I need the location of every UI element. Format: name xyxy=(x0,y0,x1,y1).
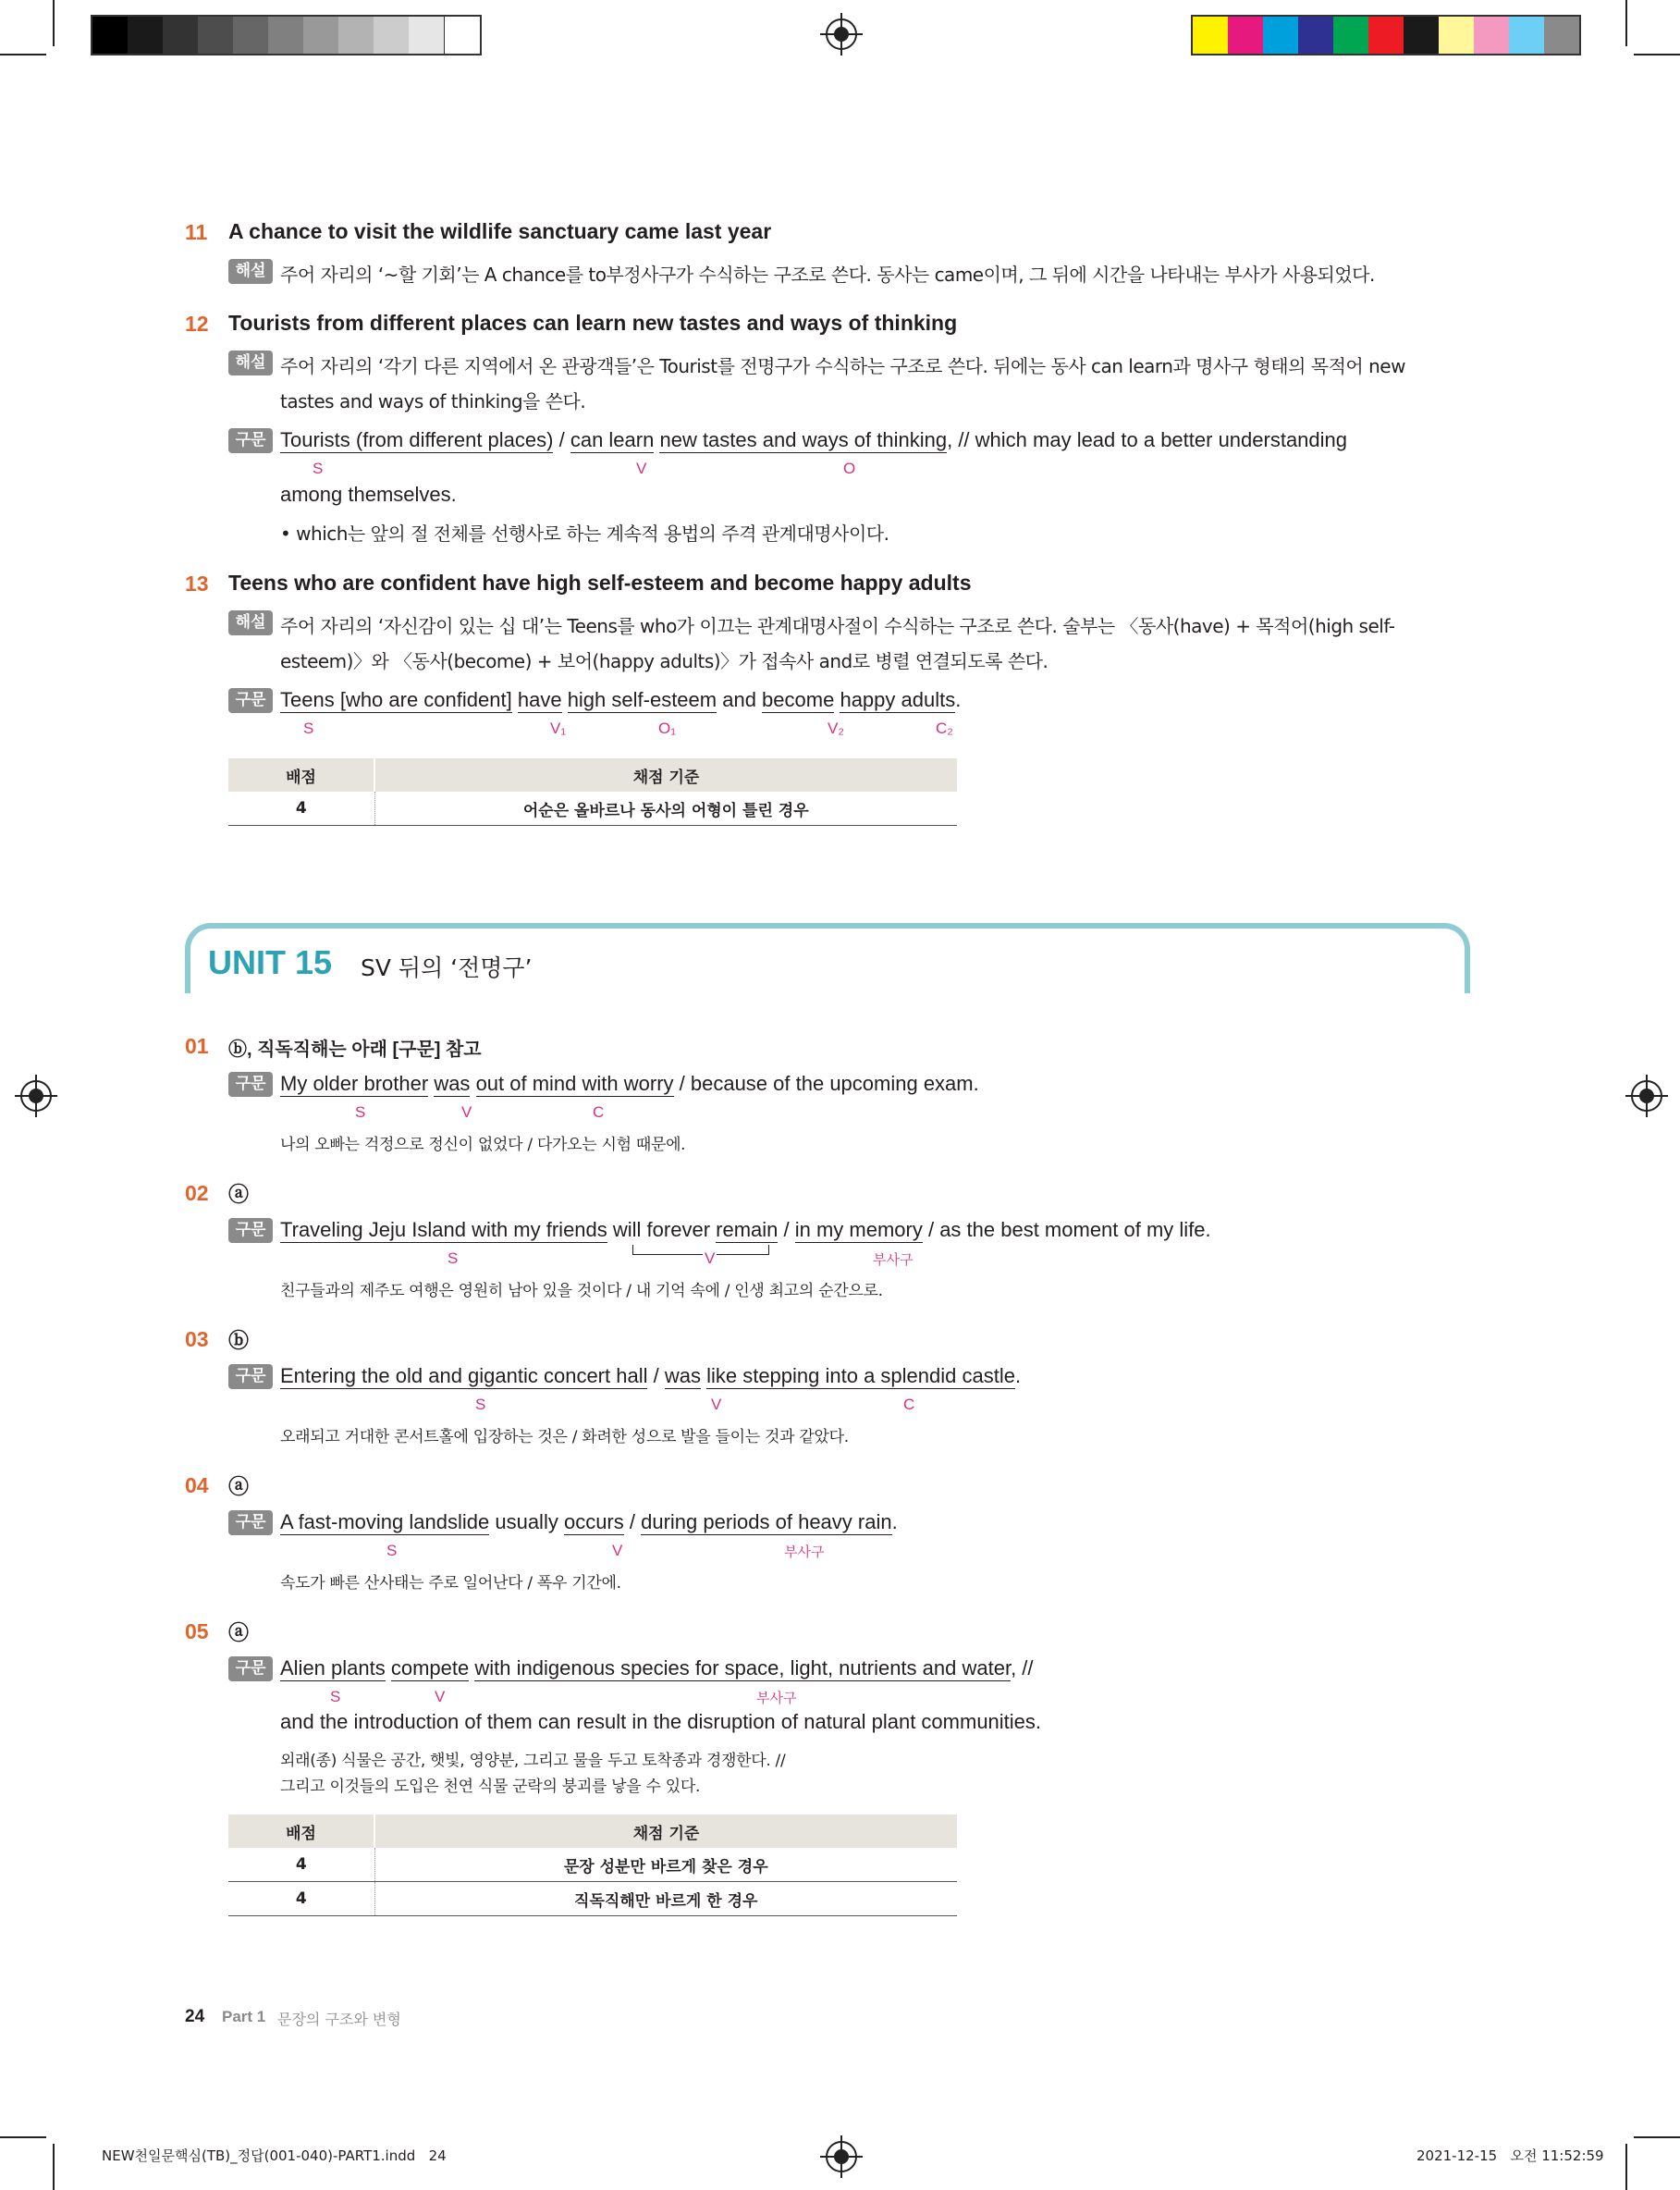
translation: 오래되고 거대한 콘서트홀에 입장하는 것은 / 화려한 성으로 발을 들이는 것과 같았다. xyxy=(280,1428,849,1446)
object-phrase: new tastes and ways of thinking xyxy=(659,428,948,451)
answer-choice: ⓐ xyxy=(228,1183,250,1206)
separator: / xyxy=(623,1510,642,1533)
color-swatch xyxy=(1368,17,1404,54)
file-info: NEW천일문핵심(TB)_정답(001-040)-PART1.indd 24 xyxy=(102,2147,447,2164)
label-s: S xyxy=(313,460,324,477)
crop-mark xyxy=(53,0,55,46)
translation: 그리고 이것들의 도입은 천연 식물 군락의 붕괴를 낳을 수 있다. xyxy=(280,1778,701,1796)
score-cell: 4 xyxy=(228,792,374,826)
answer-sentence: Teens who are confident have high self-esteem and become happy adults xyxy=(228,571,972,595)
grammar-note: • which는 앞의 절 전체를 선행사로 하는 계속적 용법의 주격 관계대명사이다. xyxy=(280,523,889,545)
structure-badge: 구문 xyxy=(228,1656,273,1681)
gray-swatch xyxy=(374,17,409,54)
object-1: high self-esteem xyxy=(567,688,717,711)
answer-sentence: Tourists from different places can learn new tastes and ways of thinking xyxy=(228,311,958,335)
sentence-rest: / because of the upcoming exam. xyxy=(673,1072,979,1095)
label-v: V xyxy=(636,460,647,477)
period: . xyxy=(891,1510,898,1533)
label-s: S xyxy=(330,1688,341,1705)
translation: 외래(종) 식물은 공간, 햇빛, 영양분, 그리고 물을 두고 토착종과 경쟁한다. // xyxy=(280,1752,786,1770)
color-swatch xyxy=(1263,17,1298,54)
complement-phrase: like stepping into a splendid castle xyxy=(706,1364,1015,1387)
color-swatch xyxy=(1193,17,1228,54)
structure-badge: 구문 xyxy=(228,688,273,713)
adverbial-phrase: during periods of heavy rain xyxy=(641,1510,892,1533)
label-o: O xyxy=(843,460,856,477)
gray-swatch xyxy=(409,17,444,54)
label-adverbial: 부사구 xyxy=(756,1690,797,1706)
question-number: 13 xyxy=(185,572,209,596)
structure-badge: 구문 xyxy=(228,428,273,453)
label-c: C xyxy=(903,1396,915,1413)
gray-swatch xyxy=(268,17,303,54)
subject-phrase: Entering the old and gigantic concert hall xyxy=(280,1364,648,1387)
adverbial-phrase: in my memory xyxy=(794,1218,923,1241)
part-label: Part 1 xyxy=(222,2008,266,2025)
complement-2: happy adults xyxy=(840,688,956,711)
gray-swatch xyxy=(233,17,268,54)
part-title: 문장의 구조와 변형 xyxy=(277,2011,401,2028)
structure-sentence xyxy=(280,1656,1034,1680)
question-number: 05 xyxy=(185,1619,209,1643)
crop-mark xyxy=(53,2144,55,2190)
registration-mark-right xyxy=(1631,1080,1662,1112)
sentence-rest: , // xyxy=(1011,1656,1034,1679)
sentence-rest: , // which may lead to a better understanding xyxy=(947,428,1348,451)
label-c: C xyxy=(593,1103,605,1121)
verb-phrase: compete xyxy=(390,1656,470,1679)
label-v1: V₁ xyxy=(550,720,567,737)
crop-mark xyxy=(0,2136,46,2138)
answer-choice: ⓑ xyxy=(228,1329,250,1352)
label-v: V xyxy=(711,1396,722,1413)
registration-mark-left xyxy=(20,1080,52,1112)
verb-1: have xyxy=(517,688,562,711)
criteria-header: 채점 기준 xyxy=(374,758,957,792)
verb-part: will forever xyxy=(607,1218,717,1241)
structure-sentence xyxy=(280,1072,979,1096)
structure-sentence xyxy=(280,1218,1211,1242)
structure-sentence xyxy=(280,1510,898,1534)
scoring-table xyxy=(228,758,957,826)
gray-swatch xyxy=(92,17,128,54)
table-row xyxy=(228,1882,957,1916)
verb-phrase: occurs xyxy=(563,1510,624,1533)
gray-swatch xyxy=(338,17,374,54)
color-swatch xyxy=(1544,17,1579,54)
label-adverbial: 부사구 xyxy=(873,1251,914,1268)
crop-mark xyxy=(1625,0,1627,46)
color-swatch xyxy=(1439,17,1474,54)
criteria-cell: 어순은 올바르나 동사의 어형이 틀린 경우 xyxy=(374,792,957,826)
gray-swatch xyxy=(444,17,480,54)
table-row xyxy=(228,792,957,826)
adverb: usually xyxy=(489,1510,564,1533)
page-number: 24 xyxy=(185,2007,205,2026)
explanation-text: esteem)〉와 〈동사(become) + 보어(happy adults)〉가 접속사 and로 병렬 연결되도록 쓴다. xyxy=(280,650,1048,672)
unit-title: UNIT 15 xyxy=(208,943,333,981)
gray-swatch xyxy=(128,17,163,54)
question-number: 04 xyxy=(185,1473,209,1497)
structure-sentence-continued: and the introduction of them can result in the disruption of natural plant communities. xyxy=(280,1710,1042,1733)
subject-phrase: Alien plants xyxy=(280,1656,386,1679)
color-swatch xyxy=(1404,17,1439,54)
explanation-badge: 해설 xyxy=(228,610,273,635)
color-swatch xyxy=(1474,17,1509,54)
label-v2: V₂ xyxy=(828,720,844,737)
subject-phrase: My older brother xyxy=(280,1072,429,1095)
adverbial-phrase: with indigenous species for space, light, nutrients and water xyxy=(474,1656,1012,1679)
label-s: S xyxy=(303,720,314,737)
criteria-cell: 문장 성분만 바르게 찾은 경우 xyxy=(374,1848,957,1882)
explanation-badge: 해설 xyxy=(228,259,273,284)
period: . xyxy=(955,688,962,711)
explanation-text: 주어 자리의 ‘~할 기회’는 A chance를 to부정사구가 수식하는 구조로 쓴다. 동사는 came이며, 그 뒤에 시간을 나타내는 부사가 사용되었다. xyxy=(280,264,1375,286)
color-swatch xyxy=(1509,17,1544,54)
label-s: S xyxy=(386,1542,398,1559)
label-s: S xyxy=(355,1103,366,1121)
subject-phrase: Tourists (from different places) xyxy=(280,428,554,451)
structure-badge: 구문 xyxy=(228,1364,273,1389)
translation: 나의 오빠는 걱정으로 정신이 없었다 / 다가오는 시험 때문에. xyxy=(280,1136,686,1154)
structure-badge: 구문 xyxy=(228,1072,273,1097)
space xyxy=(386,1656,391,1679)
label-o1: O₁ xyxy=(658,720,676,737)
sentence-rest: / as the best moment of my life. xyxy=(922,1218,1211,1241)
gray-swatch xyxy=(198,17,233,54)
score-header: 배점 xyxy=(228,758,374,792)
verb-phrase: can learn xyxy=(570,428,655,451)
grayscale-calibration-bar xyxy=(91,15,482,55)
answer-sentence: A chance to visit the wildlife sanctuary came last year xyxy=(228,219,772,243)
score-cell: 4 xyxy=(228,1848,374,1882)
scoring-table xyxy=(228,1815,957,1916)
separator: / xyxy=(647,1364,665,1387)
explanation-text: 주어 자리의 ‘자신감이 있는 십 대’는 Teens를 who가 이끄는 관계대명사절이 수식하는 구조로 쓴다. 술부는 〈동사(have) + 목적어(high self- xyxy=(280,615,1395,637)
verb-phrase: was xyxy=(664,1364,701,1387)
label-s: S xyxy=(448,1249,459,1267)
structure-sentence xyxy=(280,688,961,712)
color-calibration-bar xyxy=(1191,15,1581,55)
structure-badge: 구문 xyxy=(228,1510,273,1535)
question-number: 01 xyxy=(185,1034,209,1058)
score-header: 배점 xyxy=(228,1815,374,1848)
label-v: V xyxy=(612,1542,623,1559)
label-v: V xyxy=(435,1688,446,1705)
label-v: V xyxy=(461,1103,472,1121)
translation: 속도가 빠른 산사태는 주로 일어난다 / 폭우 기간에. xyxy=(280,1574,621,1593)
gray-swatch xyxy=(303,17,338,54)
answer-choice: ⓐ xyxy=(228,1621,250,1644)
table-row xyxy=(228,1848,957,1882)
color-swatch xyxy=(1298,17,1333,54)
question-number: 02 xyxy=(185,1181,209,1205)
verb-phrase: remain xyxy=(716,1218,779,1241)
question-number: 12 xyxy=(185,312,209,336)
color-swatch xyxy=(1333,17,1368,54)
crop-mark xyxy=(1634,54,1680,55)
score-cell: 4 xyxy=(228,1882,374,1916)
question-number: 03 xyxy=(185,1327,209,1351)
explanation-badge: 해설 xyxy=(228,351,273,375)
registration-mark-top xyxy=(826,18,857,50)
conjunction: and xyxy=(717,688,763,711)
crop-mark xyxy=(1625,2144,1627,2190)
label-c2: C₂ xyxy=(936,720,953,737)
verb-phrase: was xyxy=(434,1072,471,1095)
label-s: S xyxy=(475,1396,486,1413)
print-date: 2021-12-15 오전 11:52:59 xyxy=(1416,2147,1604,2164)
subject-phrase: Traveling Jeju Island with my friends xyxy=(280,1218,607,1241)
separator: / xyxy=(778,1218,795,1241)
structure-sentence-continued: among themselves. xyxy=(280,483,457,506)
structure-sentence xyxy=(280,1364,1021,1388)
structure-badge: 구문 xyxy=(228,1218,273,1243)
subject-phrase: A fast-moving landslide xyxy=(280,1510,490,1533)
criteria-header: 채점 기준 xyxy=(374,1815,957,1848)
crop-mark xyxy=(1634,2136,1680,2138)
complement-phrase: out of mind with worry xyxy=(475,1072,674,1095)
answer-choice: ⓐ xyxy=(228,1475,250,1498)
separator: / xyxy=(553,428,570,451)
unit-subtitle: SV 뒤의 ‘전명구’ xyxy=(361,954,533,981)
verb-bracket xyxy=(632,1245,769,1255)
explanation-text: 주어 자리의 ‘각기 다른 지역에서 온 관광객들’은 Tourist를 전명구가 수식하는 구조로 쓴다. 뒤에는 동사 can learn과 명사구 형태의 목적어 new xyxy=(280,355,1405,377)
label-adverbial: 부사구 xyxy=(784,1544,825,1560)
structure-sentence xyxy=(280,428,1347,452)
gray-swatch xyxy=(163,17,198,54)
label-v: V xyxy=(705,1249,716,1267)
verb-2: become xyxy=(762,688,835,711)
period: . xyxy=(1014,1364,1022,1387)
question-number: 11 xyxy=(185,220,208,244)
registration-mark-bottom xyxy=(826,2141,857,2172)
subject-phrase: Teens [who are confident] xyxy=(280,688,512,711)
translation: 친구들과의 제주도 여행은 영원히 남아 있을 것이다 / 내 기억 속에 / 인생 최고의 순간으로. xyxy=(280,1282,883,1300)
criteria-cell: 직독직해만 바르게 한 경우 xyxy=(374,1882,957,1916)
explanation-text: tastes and ways of thinking을 쓴다. xyxy=(280,390,586,412)
answer-choice: ⓑ, 직독직해는 아래 [구문] 참고 xyxy=(228,1040,482,1060)
crop-mark xyxy=(0,54,46,55)
color-swatch xyxy=(1228,17,1263,54)
